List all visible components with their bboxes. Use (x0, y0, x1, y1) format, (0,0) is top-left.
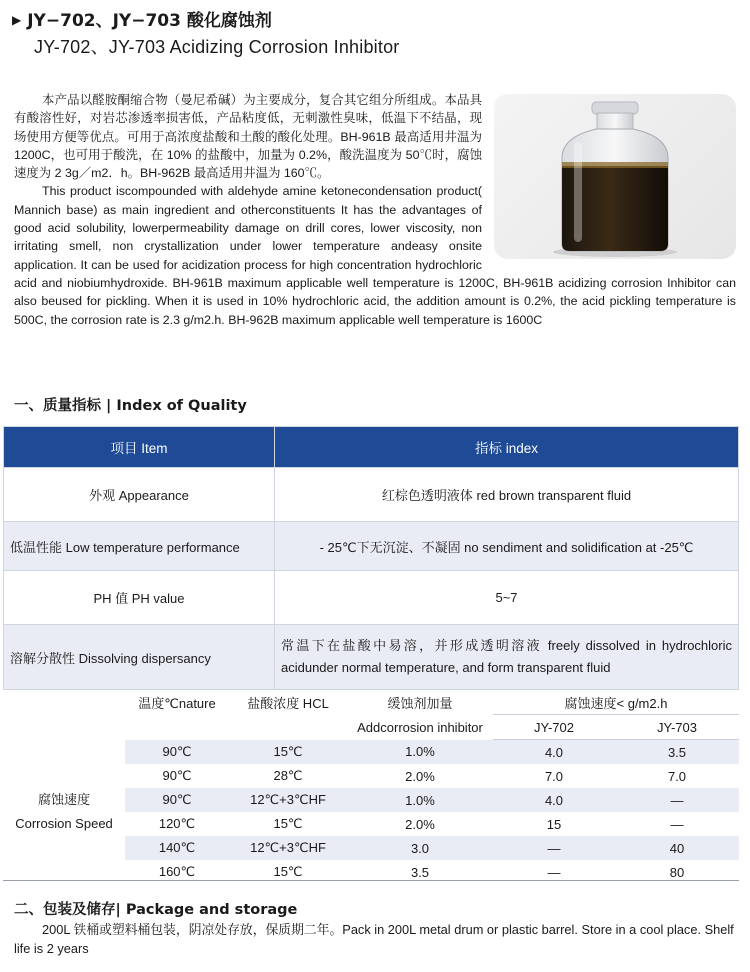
cell-hcl: 15℃ (229, 740, 347, 765)
row-value: 常温下在盐酸中易溶，并形成透明溶液 freely dissolved in hydrochloric acidunder normal temperature, and form transparent fluid (275, 625, 739, 690)
triangle-bullet-icon: ▶ (12, 13, 22, 27)
col-jy702: JY-702 (493, 715, 615, 740)
package-section (14, 920, 736, 958)
cell-temp: 90℃ (125, 740, 229, 765)
intro-en: This product iscompounded with aldehyde amine ketonecondensation product( Mannich base) as main ingredient and otherconstituents It has the advantages of good acid solubility, lowerpermeability damage on drill cores, lower viscosity, non irritating smell, non crystallization under lower temperature andeasy onsite application. It can be used for acidization process for high concentration hydrochloric acid and niobiumhydroxide. BH-961B maximum applicable well temperature is 1200C, BH-961B acidizing corrosion Inhibitor can also beused for pickling. When it is used in 10% hydrochloric acid, the addition amount is 0.2%, the acid pickling temperature is 500C, the corrosion rate is 2.3 g/m2.h. BH-962B maximum applicable well temperature is 1600C (14, 184, 736, 327)
row-value: 红棕色透明液体 red brown transparent fluid (275, 468, 739, 522)
package-heading: 二、包装及储存| Package and storage (14, 902, 298, 918)
cell-jy702: — (547, 864, 561, 880)
header-item: 项目 Item (4, 427, 275, 468)
cell-jy702: — (493, 836, 615, 860)
cell-temp: 160℃ (158, 864, 196, 879)
label-en: Corrosion Speed (15, 815, 113, 831)
title-cn-text: JY−702、JY−703 酸化腐蚀剂 (27, 11, 272, 31)
row-label: PH 值 PH value (4, 571, 275, 625)
corrosion-speed-label (3, 740, 125, 885)
label-cn: 腐蚀速度 (37, 791, 90, 807)
col-jy703: JY-703 (615, 715, 739, 740)
header-index: 指标 index (275, 427, 739, 468)
cell-temp: 140℃ (125, 836, 229, 860)
table-bottom-rule (3, 880, 739, 881)
cell-add: 2.0% (405, 768, 435, 784)
cell-hcl: 15℃ (273, 864, 303, 879)
row-label: 低温性能 Low temperature performance (4, 522, 275, 571)
col-temp: 温度℃nature (138, 695, 216, 711)
cell-jy703: — (670, 816, 684, 832)
row-value: - 25℃下无沉淀、不凝固 no sendiment and solidification at -25℃ (275, 522, 739, 571)
corrosion-speed-table (3, 690, 739, 884)
cell-hcl: 12℃+3℃HF (229, 836, 347, 860)
table-row (4, 571, 739, 625)
cell-temp: 90℃ (125, 788, 229, 812)
cell-jy703: 7.0 (667, 768, 687, 784)
quality-heading: 一、质量指标 | Index of Quality (14, 398, 247, 414)
package-text: 200L 铁桶或塑料桶包装，阴凉处存放，保质期二年。Pack in 200L metal drum or plastic barrel. Store in a cool place. Shelf life is 2 years (14, 922, 734, 956)
intro-cn: 本产品以醛胺酮缩合物（曼尼希碱）为主要成分，复合其它组分所组成。本品具有酸溶性好，对岩芯渗透率损害低，产品粘度低，无刺激性臭味，低温下不结晶，现场使用方便等优点。可用于高浓度盐酸和土酸的酸化处理。BH-961B 最高适用井温为 1200C，也可用于酸洗，在 10% 的盐酸中，加量为 0.2%，酸洗温度为 50℃时，腐蚀速度为 2 3g／m2．h。BH-962B 最高适用井温为 160℃。 (14, 93, 482, 181)
cell-jy703: 3.5 (615, 740, 739, 765)
table-row (4, 468, 739, 522)
row-label: 外观 Appearance (4, 468, 275, 522)
col-add-cn: 缓蚀剂加量 (387, 695, 453, 711)
cell-jy703: 40 (615, 836, 739, 860)
cell-add: 3.5 (410, 864, 430, 880)
cell-temp: 120℃ (158, 816, 196, 831)
cell-jy703: 80 (669, 864, 685, 880)
table-row (4, 625, 739, 690)
cell-hcl: 28℃ (273, 768, 303, 783)
col-hcl: 盐酸浓度 HCL (247, 695, 329, 711)
cell-add: 1.0% (347, 740, 493, 765)
cell-jy702: 7.0 (544, 768, 564, 784)
cell-add: 3.0 (347, 836, 493, 860)
quality-table (3, 426, 739, 690)
cell-add: 2.0% (405, 816, 435, 832)
cell-add: 1.0% (347, 788, 493, 812)
cell-jy702: 15 (546, 816, 562, 832)
cell-temp: 90℃ (162, 768, 192, 783)
col-rate: 腐蚀速度< g/m2.h (564, 695, 668, 711)
cell-hcl: 12℃+3℃HF (229, 788, 347, 812)
speed-header-row (3, 690, 739, 715)
speed-subheader-row (3, 715, 739, 740)
bottle-icon (494, 94, 736, 259)
cell-jy703: — (615, 788, 739, 812)
cell-jy702: 4.0 (493, 788, 615, 812)
intro-section (14, 91, 736, 329)
row-value: 5~7 (275, 571, 739, 625)
product-photo (494, 94, 736, 259)
row-label: 溶解分散性 Dissolving dispersancy (4, 625, 275, 690)
table-row (4, 522, 739, 571)
page-title-en: JY-702、JY-703 Acidizing Corrosion Inhibitor (34, 37, 400, 57)
col-add-en: Addcorrosion inhibitor (357, 719, 483, 735)
cell-hcl: 15℃ (273, 816, 303, 831)
quality-table-header (4, 427, 739, 468)
page-title-cn (12, 6, 272, 31)
table-row (3, 740, 739, 765)
cell-jy702: 4.0 (493, 740, 615, 765)
